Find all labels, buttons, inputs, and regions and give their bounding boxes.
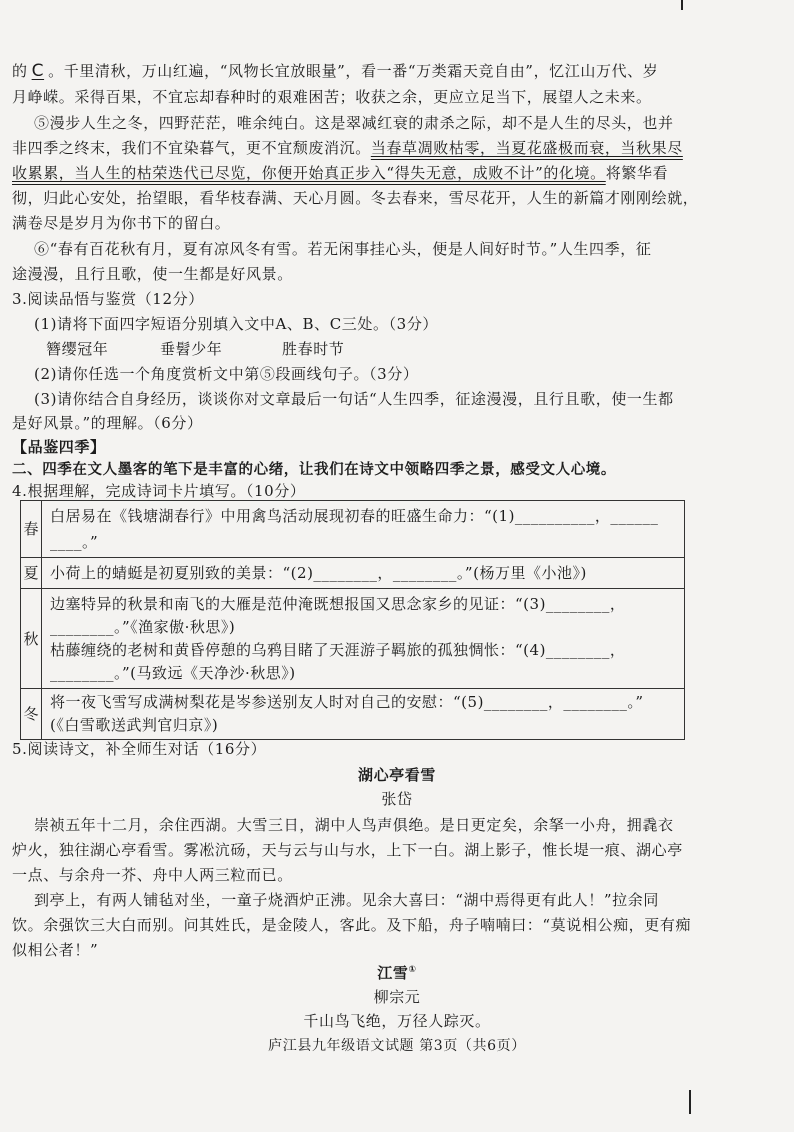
paragraph-6-line-1: ⑥“春有百花秋有月，夏有凉风冬有雪。若无闲事挂心头，便是人间好时节。”人生四季，征 xyxy=(34,240,652,258)
card-content: 将一夜飞雪写成满树梨花是岑参送别友人时对自己的安慰：“(5)________，________。” (《白雪歌送武判官归京》) xyxy=(42,689,685,740)
question-3-title: 3.阅读品悟与鉴赏（12分） xyxy=(12,290,204,308)
passage-line-2: 月峥嵘。采得百果，不宜忘却春种时的艰难困苦；收获之余，更应立足当下，展望人之未来。 xyxy=(12,88,652,106)
poem-title: 江雪① xyxy=(377,964,417,982)
scan-mark-bottom xyxy=(689,1090,691,1114)
card-content: 小荷上的蜻蜓是初夏别致的美景：“(2)________，________。”(杨万里《小池》) xyxy=(42,558,685,589)
season-label: 春 xyxy=(21,501,42,558)
essay-p1-line-2: 炉火，独往湖心亭看雪。雾凇沆砀，天与云与山与水，上下一白。湖上影子，惟长堤一痕、湖心亭 xyxy=(12,841,683,859)
season-label: 夏 xyxy=(21,558,42,589)
paragraph-5-line-5: 满卷尽是岁月为你书下的留白。 xyxy=(12,214,231,232)
scan-mark-top xyxy=(681,0,683,10)
phrase-option: 簪缨冠年 xyxy=(46,340,109,358)
season-label: 冬 xyxy=(21,689,42,740)
card-content: 边塞特异的秋景和南飞的大雁是范仲淹既想报国又思念家乡的见证：“(3)________， ________。”《渔家傲·秋思》) 枯藤缠绕的老树和黄昏停憩的乌鸦目睹了天涯游子羁旅的孤独惆怅：“(4)________， ________。”(马致远《天净沙·秋思》) xyxy=(42,589,685,689)
footnote-marker: ① xyxy=(408,965,417,975)
poem-author: 柳宗元 xyxy=(373,988,421,1006)
section-tag: 【品鉴四季】 xyxy=(12,438,106,456)
paragraph-5-line-2: 非四季之终末，我们不宜染暮气，更不宜颓废消沉。当春草凋败枯零，当夏花盛极而衰，当秋果尽 xyxy=(12,139,683,157)
phrase-option: 胜春时节 xyxy=(282,340,345,358)
handwritten-answer: C xyxy=(31,61,45,81)
question-4-title: 4.根据理解，完成诗词卡片填写。（10分） xyxy=(12,482,306,500)
essay-p2-line-1: 到亭上，有两人铺毡对坐，一童子烧酒炉正沸。见余大喜曰：“湖中焉得更有此人！”拉余同 xyxy=(34,891,659,909)
paragraph-5-line-4: 彻，归此心安处，抬望眼，看华枝春满、天心月圆。冬去春来，雪尽花开，人生的新篇才刚刚绘就， xyxy=(12,189,699,207)
essay-p1-line-3: 一点、与余舟一芥、舟中人两三粒而已。 xyxy=(12,866,293,884)
paragraph-5-line-3: 收累累，当人生的枯荣迭代已尽览，你便开始真正步入“得失无意，成败不计”的化境。将繁华看 xyxy=(12,164,669,182)
card-row-summer xyxy=(21,558,685,589)
page-footer: 庐江县九年级语文试题 第3页（共6页） xyxy=(268,1038,526,1054)
card-content: 白居易在《钱塘湖春行》中用禽鸟活动展现初春的旺盛生命力：“(1)__________，______ ____。” xyxy=(42,501,685,558)
question-5-title: 5.阅读诗文，补全师生对话（16分） xyxy=(12,740,267,758)
poem-line-1: 千山鸟飞绝，万径人踪灭。 xyxy=(303,1012,491,1030)
essay-title: 湖心亭看雪 xyxy=(357,766,436,784)
paragraph-5-line-1: ⑤漫步人生之冬，四野茫茫，唯余纯白。这是翠减红衰的肃杀之际，却不是人生的尽头，也并 xyxy=(34,114,674,132)
question-3-sub-3-line-1: (3)请你结合自身经历，谈谈你对文章最后一句话“人生四季，征途漫漫，且行且歌，使一生都 xyxy=(34,390,674,408)
question-3-sub-3-line-2: 是好风景。”的理解。（6分） xyxy=(12,414,203,432)
season-label: 秋 xyxy=(21,589,42,689)
question-3-sub-2: (2)请你任选一个角度赏析文中第⑤段画线句子。（3分） xyxy=(34,365,419,383)
card-row-autumn xyxy=(21,589,685,689)
card-row-winter xyxy=(21,689,685,740)
essay-p2-line-2: 饮。余强饮三大白而别。问其姓氏，是金陵人，客此。及下船，舟子喃喃曰：“莫说相公痴，更有痴 xyxy=(12,916,692,934)
section-heading: 二、四季在文人墨客的笔下是丰富的心绪，让我们在诗文中领略四季之景，感受文人心境。 xyxy=(12,462,616,478)
phrase-option: 垂髫少年 xyxy=(160,340,223,358)
card-row-spring xyxy=(21,501,685,558)
paragraph-6-line-2: 途漫漫，且行且歌，使一生都是好风景。 xyxy=(12,265,293,283)
essay-p1-line-1: 崇祯五年十二月，余住西湖。大雪三日，湖中人鸟声俱绝。是日更定矣，余拏一小舟，拥毳衣 xyxy=(34,816,674,834)
essay-p2-line-3: 似相公者！” xyxy=(12,941,99,959)
underlined-sentence: 收累累，当人生的枯荣迭代已尽览，你便开始真正步入“得失无意，成败不计”的化境。 xyxy=(12,164,606,182)
passage-line-1: 的 C 。千里清秋，万山红遍，“风物长宜放眼量”，看一番“万类霜天竞自由”，忆江山万代、岁 xyxy=(12,61,659,81)
essay-author: 张岱 xyxy=(381,790,413,808)
question-3-sub-1: (1)请将下面四字短语分别填入文中A、B、C三处。（3分） xyxy=(34,315,439,333)
poetry-card-table xyxy=(20,500,685,740)
underlined-sentence: 当春草凋败枯零，当夏花盛极而衰，当秋果尽 xyxy=(370,139,683,157)
